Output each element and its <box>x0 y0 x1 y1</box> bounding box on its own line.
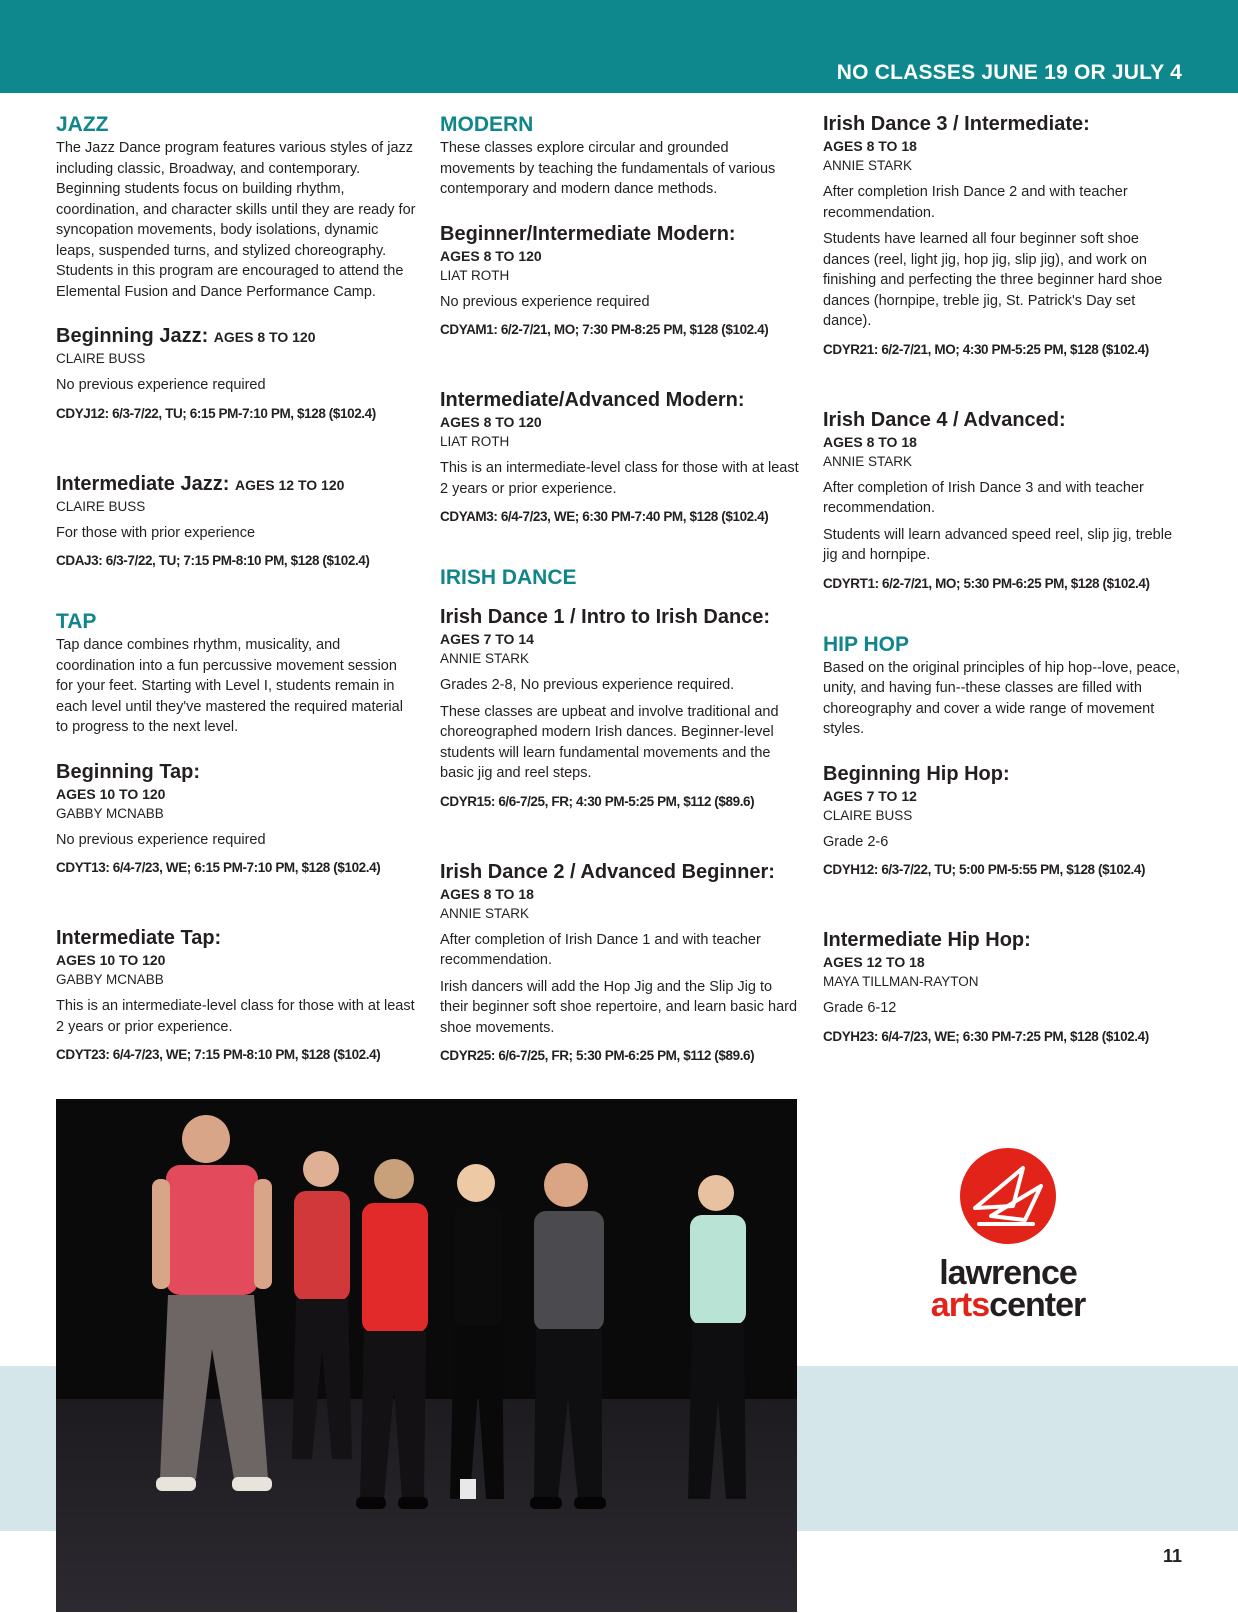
logo-arts: arts <box>930 1286 990 1324</box>
class-title: Beginner/Intermediate Modern: <box>440 222 736 245</box>
no-classes-notice: NO CLASSES JUNE 19 OR JULY 4 <box>836 61 1182 84</box>
logo-graphic <box>905 1146 1105 1326</box>
dancers-illustration <box>56 1099 797 1612</box>
class-title: Beginning Jazz: <box>56 325 209 347</box>
class-note: This is an intermediate-level class for those with at least 2 years or prior experience. <box>56 998 415 1035</box>
class-schedule: CDYH23: 6/4-7/23, WE; 6:30 PM-7:25 PM, $128 ($102.4) <box>823 1028 1149 1044</box>
column-middle <box>440 112 802 1066</box>
class-title: Irish Dance 3 / Intermediate: <box>823 113 1090 135</box>
class-beginning-jazz <box>56 324 416 424</box>
class-ages: AGES 8 TO 120 <box>440 414 542 430</box>
class-schedule: CDYAM3: 6/4-7/23, WE; 6:30 PM-7:40 PM, $128 ($102.4) <box>440 509 769 524</box>
class-schedule: CDYH12: 6/3-7/22, TU; 5:00 PM-5:55 PM, $128 ($102.4) <box>823 862 1146 877</box>
logo-line2 <box>931 1286 1086 1324</box>
class-ages: AGES 8 TO 120 <box>213 329 316 345</box>
lawrence-arts-center-logo <box>905 1146 1105 1326</box>
logo-line1: lawrence <box>939 1254 1077 1292</box>
class-beginner-intermediate-modern <box>440 222 802 341</box>
class-ages: AGES 10 TO 120 <box>56 785 166 802</box>
class-title: Intermediate Jazz: <box>56 472 230 495</box>
class-note: No previous experience required <box>440 293 650 310</box>
logo-circle <box>960 1148 1056 1244</box>
dance-class-photo <box>56 1099 797 1612</box>
class-instructor: LIAT ROTH <box>440 434 510 449</box>
class-beginning-hip-hop <box>823 762 1185 881</box>
class-intermediate-tap <box>56 926 416 1065</box>
class-ages: AGES 10 TO 120 <box>56 952 166 968</box>
class-schedule: CDYRT1: 6/2-7/21, MO; 5:30 PM-6:25 PM, $128 ($102.4) <box>823 575 1150 591</box>
class-note: This is an intermediate-level class for those with at least 2 years or prior experience. <box>440 460 799 497</box>
class-intermediate-advanced-modern <box>440 388 802 527</box>
class-schedule: CDYAM1: 6/2-7/21, MO; 7:30 PM-8:25 PM, $128 ($102.4) <box>440 322 769 337</box>
class-beginning-tap <box>56 760 416 879</box>
class-instructor: ANNIE STARK <box>440 905 530 921</box>
class-instructor: MAYA TILLMAN-RAYTON <box>823 974 979 989</box>
class-ages: AGES 12 TO 120 <box>234 476 345 493</box>
class-note: For those with prior experience <box>56 524 256 541</box>
class-note: Grade 2-6 <box>823 833 889 850</box>
class-note: No previous experience required <box>56 377 266 393</box>
class-instructor: GABBY MCNABB <box>56 805 164 821</box>
class-note: After completion Irish Dance 2 and with teacher recommendation. <box>823 184 1128 221</box>
class-note: These classes are upbeat and involve traditional and choreographed modern Irish dances. Beginner-level students will learn fundamental movements and the basic jig and reel steps. <box>440 703 779 781</box>
class-instructor: LIAT ROTH <box>440 267 510 283</box>
tap-heading: TAP <box>56 610 97 633</box>
class-schedule: CDYT13: 6/4-7/23, WE; 6:15 PM-7:10 PM, $128 ($102.4) <box>56 860 381 875</box>
class-instructor: ANNIE STARK <box>823 158 913 173</box>
class-note: Grade 6-12 <box>823 1000 897 1016</box>
tap-description: Tap dance combines rhythm, musicality, and coordination into a fun percussive movement session for your feet. Starting with Level I, students remain in each level until they've mastered the required material to progress to the next level. <box>56 637 403 735</box>
class-irish-dance-2 <box>440 860 802 1067</box>
irish-heading: IRISH DANCE <box>440 566 577 589</box>
class-instructor: CLAIRE BUSS <box>823 807 913 823</box>
class-title: Beginning Tap: <box>56 760 201 783</box>
class-schedule: CDYJ12: 6/3-7/22, TU; 6:15 PM-7:10 PM, $128 ($102.4) <box>56 405 376 421</box>
class-intermediate-hip-hop <box>823 928 1185 1047</box>
class-note: Grades 2-8, No previous experience required. <box>440 677 735 693</box>
class-schedule: CDYR25: 6/6-7/25, FR; 5:30 PM-6:25 PM, $112 ($89.6) <box>440 1048 755 1063</box>
class-note: After completion of Irish Dance 3 and with teacher recommendation. <box>823 479 1144 516</box>
class-instructor: GABBY MCNABB <box>56 972 164 987</box>
jazz-heading: JAZZ <box>56 113 109 136</box>
class-note: Students have learned all four beginner soft shoe dances (reel, light jig, hop jig, slip jig), and work on finishing and perfecting the three beginner hard shoe dances (hornpipe, treble jig, St. Patrick's Day set dance). <box>823 231 1163 329</box>
class-ages: AGES 12 TO 18 <box>823 954 925 970</box>
class-instructor: ANNIE STARK <box>440 651 530 666</box>
class-instructor: CLAIRE BUSS <box>56 351 146 366</box>
class-ages: AGES 8 TO 18 <box>823 138 917 154</box>
class-instructor: ANNIE STARK <box>823 453 913 469</box>
class-irish-dance-4 <box>823 408 1185 594</box>
class-title: Irish Dance 2 / Advanced Beginner: <box>440 860 775 883</box>
class-schedule: CDYR15: 6/6-7/25, FR; 4:30 PM-5:25 PM, $112 ($89.6) <box>440 793 755 809</box>
class-schedule: CDYT23: 6/4-7/23, WE; 7:15 PM-8:10 PM, $128 ($102.4) <box>56 1047 381 1062</box>
class-note: After completion of Irish Dance 1 and with teacher recommendation. <box>440 931 761 968</box>
class-title: Intermediate/Advanced Modern: <box>440 389 745 411</box>
class-schedule: CDAJ3: 6/3-7/22, TU; 7:15 PM-8:10 PM, $128 ($102.4) <box>56 553 370 568</box>
class-irish-dance-1 <box>440 605 802 812</box>
page-number: 11 <box>1162 1546 1182 1566</box>
class-title: Intermediate Hip Hop: <box>823 929 1031 951</box>
column-left <box>56 112 416 1065</box>
class-intermediate-jazz <box>56 472 416 572</box>
hiphop-heading: HIP HOP <box>823 632 909 656</box>
class-ages: AGES 7 TO 14 <box>440 631 534 647</box>
jazz-description: The Jazz Dance program features various styles of jazz including classic, Broadway, and contemporary. Beginning students focus on building rhythm, coordination, and character skills until they are ready for syncopation movements, body isolations, dynamic leaps, suspended turns, and stylized choreography. Students in this program are encouraged to attend the Elemental Fusion and Dance Performance Camp. <box>56 140 416 300</box>
class-instructor: CLAIRE BUSS <box>56 498 146 514</box>
class-irish-dance-3 <box>823 112 1185 360</box>
class-note: Students will learn advanced speed reel, slip jig, treble jig and hornpipe. <box>823 526 1173 563</box>
class-note: Irish dancers will add the Hop Jig and the Slip Jig to their beginner soft shoe repertoire, and learn basic hard shoe movements. <box>440 978 798 1036</box>
class-title: Irish Dance 1 / Intro to Irish Dance: <box>440 606 771 628</box>
hiphop-description: Based on the original principles of hip hop--love, peace, unity, and having fun--these classes are filled with choreography and cover a wide range of movement styles. <box>823 659 1181 737</box>
column-right <box>823 112 1185 1047</box>
class-ages: AGES 8 TO 18 <box>823 433 917 450</box>
modern-description: These classes explore circular and grounded movements by teaching the fundamentals of various contemporary and modern dance methods. <box>440 140 776 197</box>
modern-heading: MODERN <box>440 113 534 136</box>
class-schedule: CDYR21: 6/2-7/21, MO; 4:30 PM-5:25 PM, $128 ($102.4) <box>823 341 1149 357</box>
class-title: Irish Dance 4 / Advanced: <box>823 408 1066 431</box>
class-ages: AGES 8 TO 120 <box>440 247 542 264</box>
class-title: Intermediate Tap: <box>56 927 222 949</box>
logo-center: center <box>989 1286 1086 1324</box>
class-title: Beginning Hip Hop: <box>823 762 1010 785</box>
class-note: No previous experience required <box>56 831 266 848</box>
class-ages: AGES 7 TO 12 <box>823 787 917 804</box>
class-ages: AGES 8 TO 18 <box>440 885 534 902</box>
